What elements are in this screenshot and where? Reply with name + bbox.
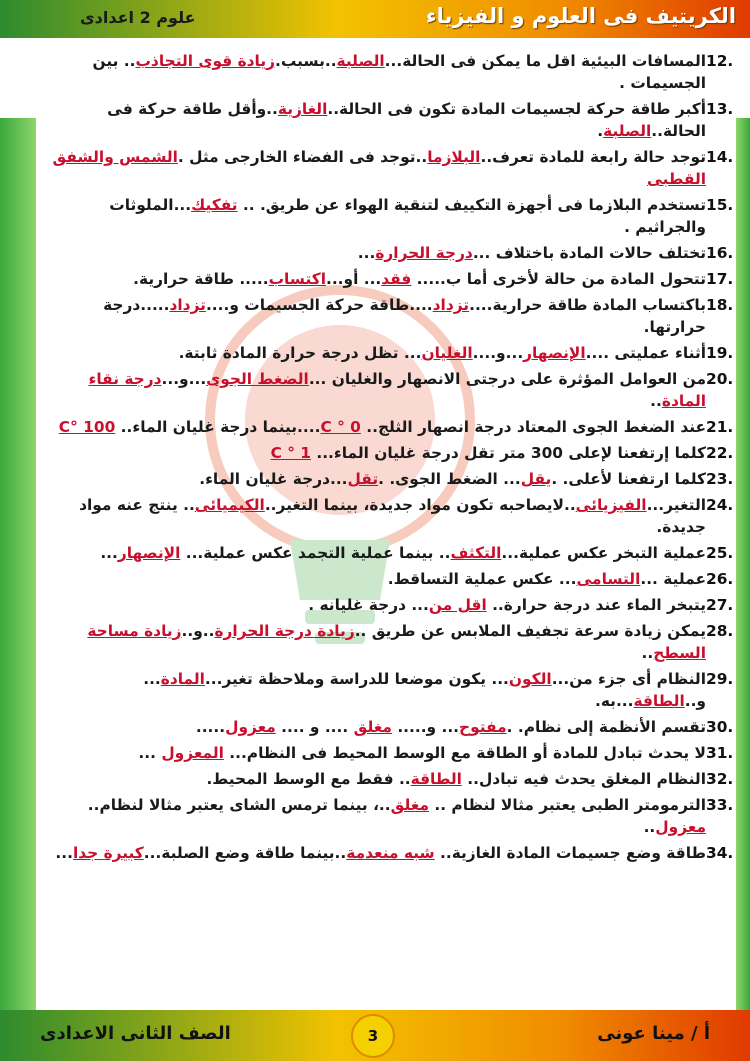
question-text (40, 716, 706, 738)
question-fragment: .. بينما عملية التجمد عكس عملية... (180, 544, 451, 562)
question-fragment: .. (650, 392, 662, 410)
answer-text: اقل من (428, 596, 487, 614)
question-item (40, 442, 738, 464)
answer-text: زيادة مساحة السطح (87, 622, 706, 662)
question-text (40, 342, 706, 364)
answer-text: معزول (655, 818, 706, 836)
question-text (40, 416, 706, 438)
question-number: 28. (706, 622, 734, 640)
question-item (40, 146, 738, 190)
question-text (40, 98, 706, 142)
teacher-name: أ / مينا عونى (597, 1023, 710, 1044)
question-fragment: ... تظل درجة حرارة المادة ثابتة. (178, 344, 422, 362)
question-fragment: .. فقط مع الوسط المحيط. (206, 770, 411, 788)
question-text (40, 294, 706, 338)
question-item (40, 842, 738, 864)
question-fragment: ... الضغط الجوى. . (378, 470, 521, 488)
question-text (40, 442, 706, 464)
question-fragment: أثناء عمليتى .... (585, 344, 706, 362)
question-item (40, 542, 738, 564)
question-item (40, 98, 738, 142)
question-number: 17. (706, 270, 734, 288)
question-fragment: .. (641, 644, 654, 662)
question-fragment: عملية التبخر عكس عملية... (501, 544, 706, 562)
answer-text: المعزول (161, 744, 224, 762)
answer-text: الكيميائى (194, 496, 265, 514)
question-number: 32. (706, 770, 734, 788)
answer-text: المادة (160, 670, 205, 688)
question-item (40, 594, 738, 616)
question-number: 30. (706, 718, 734, 736)
answer-text: 1 ° C (270, 444, 311, 462)
answer-text: تزداد (169, 296, 206, 314)
page-number: 3 (351, 1014, 395, 1058)
question-item (40, 568, 738, 590)
question-item (40, 668, 738, 712)
question-fragment: لا يحدث تبادل للمادة أو الطاقة مع الوسط المحيط فى النظام... (223, 744, 706, 762)
question-number: 34. (706, 844, 734, 862)
question-item (40, 368, 738, 412)
question-fragment: ... درجة غليانه . (308, 596, 429, 614)
question-fragment: النظام المغلق يحدث فيه تبادل.. (461, 770, 706, 788)
right-green-border (736, 118, 750, 1010)
answer-text: مفتوح (459, 718, 507, 736)
question-fragment: ....طاقة حركة الجسيمات و.... (205, 296, 433, 314)
answer-text: درجة نقاء المادة (88, 370, 706, 410)
question-item (40, 742, 738, 764)
left-green-border (0, 118, 36, 1010)
question-item (40, 620, 738, 664)
question-fragment: التغير... (646, 496, 706, 514)
question-number: 22. (706, 444, 734, 462)
questions-list (40, 50, 738, 868)
question-text (40, 594, 706, 616)
question-number: 12. (706, 52, 734, 70)
question-fragment: ..توجد فى الفضاء الخارجى مثل . (177, 148, 428, 166)
question-fragment: المسافات البيئية اقل ما يمكن فى الحالة... (384, 52, 706, 70)
question-text (40, 542, 706, 564)
question-number: 23. (706, 470, 734, 488)
answer-text: الشمس والشفق القطبى (52, 148, 706, 188)
question-text (40, 794, 706, 838)
answer-text: 100 °C (58, 418, 116, 436)
page-header (0, 0, 750, 38)
question-number: 20. (706, 370, 734, 388)
answer-text: الصلبة (603, 122, 652, 140)
answer-text: الطاقة (410, 770, 462, 788)
question-fragment: ....بينما درجة غليان الماء.. (115, 418, 321, 436)
question-text (40, 268, 706, 290)
page-footer (0, 1010, 750, 1061)
question-fragment: ... و..... (391, 718, 460, 736)
question-number: 33. (706, 796, 734, 814)
question-fragment: تتحول المادة من حالة لأخرى أما ب..... (411, 270, 706, 288)
question-number: 15. (706, 196, 734, 214)
answer-text: الفيزيائى (575, 496, 647, 514)
question-number: 27. (706, 596, 734, 614)
question-fragment: . (597, 122, 604, 140)
question-fragment: كلما ارتفعنا لأعلى. . (551, 470, 706, 488)
answer-text: تفكيك (191, 196, 238, 214)
question-fragment: ..... طاقة حرارية. (133, 270, 269, 288)
question-fragment: تقسم الأنظمة إلى نظام. . (506, 718, 706, 736)
header-title: الكريتيف فى العلوم و الفيزياء (425, 4, 736, 28)
question-fragment: ..بينما طاقة وضع الصلبة... (143, 844, 347, 862)
question-text (40, 494, 706, 538)
question-number: 31. (706, 744, 734, 762)
question-item (40, 794, 738, 838)
answer-text: التسامى (576, 570, 641, 588)
question-text (40, 620, 706, 664)
question-text (40, 842, 706, 864)
answer-text: مغلق (353, 718, 392, 736)
answer-text: فقد (381, 270, 412, 288)
question-item (40, 268, 738, 290)
question-fragment: ... يكون موضعا للدراسة وملاحظة تغير... (204, 670, 509, 688)
question-fragment: ... (100, 544, 118, 562)
question-fragment: طاقة وضع جسيمات المادة الغازية.. (434, 844, 706, 862)
answer-text: الصلبة (336, 52, 385, 70)
question-text (40, 194, 706, 238)
question-text (40, 368, 706, 412)
answer-text: التكثف (450, 544, 502, 562)
question-fragment: كلما إرتفعنا لإعلى 300 متر تقل درجة غليان الماء... (311, 444, 706, 462)
question-item (40, 416, 738, 438)
question-fragment: ... (55, 844, 73, 862)
question-text (40, 242, 706, 264)
question-fragment: من العوامل المؤثرة على درجتى الانصهار والغليان ... (308, 370, 706, 388)
answer-text: الكون (508, 670, 552, 688)
answer-text: الإنصهار (523, 344, 586, 362)
question-number: 21. (706, 418, 734, 436)
answer-text: الضغط الجوى (206, 370, 309, 388)
question-fragment: ..بسبب. (274, 52, 337, 70)
question-number: 29. (706, 670, 734, 688)
question-item (40, 716, 738, 738)
question-text (40, 50, 706, 94)
question-fragment: عند الضغط الجوى المعتاد درجة انصهار الثلج.. (360, 418, 706, 436)
question-fragment: ...و.... (472, 344, 524, 362)
answer-text: الإنصهار (117, 544, 181, 562)
answer-text: مغلق (390, 796, 429, 814)
question-fragment: ... عكس عملية التساقط. (387, 570, 577, 588)
question-fragment: ... أو... (325, 270, 382, 288)
question-fragment: ... (357, 244, 376, 262)
question-number: 13. (706, 100, 734, 118)
answer-text: شبه منعدمة (346, 844, 435, 862)
question-fragment: ...درجة غليان الماء. (199, 470, 348, 488)
answer-text: يقل (520, 470, 552, 488)
question-fragment: .. ينتج عنه مواد جديدة. (79, 496, 706, 536)
question-item (40, 242, 738, 264)
question-fragment: عملية ... (640, 570, 706, 588)
question-item (40, 194, 738, 238)
question-fragment: يتبخر الماء عند درجة حرارة.. (486, 596, 706, 614)
question-fragment: .....درجة حرارتها. (103, 296, 706, 336)
question-fragment: ..وأقل طاقة حركة فى الحالة.. (107, 100, 706, 140)
question-fragment: يمكن زيادة سرعة تجفيف الملابس عن طريق .. (354, 622, 706, 640)
answer-text: زيادة درجة الحرارة (214, 622, 355, 640)
question-number: 25. (706, 544, 734, 562)
question-fragment: النظام أى جزء من... (551, 670, 706, 688)
question-item (40, 468, 738, 490)
question-number: 14. (706, 148, 734, 166)
question-text (40, 146, 706, 190)
question-text (40, 768, 706, 790)
question-fragment: ..، بينما ترمس الشاى يعتبر مثالا لنظام.. (87, 796, 391, 814)
question-number: 16. (706, 244, 734, 262)
question-item (40, 342, 738, 364)
question-number: 18. (706, 296, 734, 314)
answer-text: البلازما (427, 148, 481, 166)
question-text (40, 468, 706, 490)
answer-text: 0 ° C (320, 418, 361, 436)
question-fragment: ...و... (161, 370, 207, 388)
question-fragment: ... و.. (143, 670, 706, 710)
question-fragment: .. (643, 818, 656, 836)
question-fragment: الترمومتر الطبى يعتبر مثالا لنظام .. (429, 796, 706, 814)
question-item (40, 294, 738, 338)
question-fragment: ...الملوثات والجراثيم . (109, 196, 706, 236)
question-item (40, 768, 738, 790)
question-text (40, 668, 706, 712)
question-text (40, 742, 706, 764)
question-fragment: .. بين الجسيمات . (92, 52, 706, 92)
answer-text: كبيرة جدا (72, 844, 144, 862)
question-fragment: .... و .... (275, 718, 354, 736)
question-number: 19. (706, 344, 734, 362)
question-fragment: أكبر طاقة حركة لجسيمات المادة تكون فى الحالة.. (327, 100, 706, 118)
answer-text: درجة الحرارة (375, 244, 473, 262)
question-item (40, 50, 738, 94)
question-fragment: ... (138, 744, 162, 762)
question-fragment: ..لايصاحبه تكون مواد جديدة، بينما التغير.. (264, 496, 576, 514)
answer-text: تقل (347, 470, 379, 488)
header-subject: علوم 2 اعدادى (80, 8, 196, 27)
question-number: 26. (706, 570, 734, 588)
answer-text: الطاقة (633, 692, 685, 710)
answer-text: اكتساب (268, 270, 326, 288)
answer-text: تزداد (432, 296, 470, 314)
question-fragment: ...به. (594, 692, 634, 710)
question-fragment: باكتساب المادة طاقة حرارية.... (469, 296, 706, 314)
grade-label: الصف الثانى الاعدادى (40, 1023, 231, 1044)
question-fragment: ..... (195, 718, 226, 736)
question-text (40, 568, 706, 590)
answer-text: معزول (225, 718, 276, 736)
answer-text: الغازية (277, 100, 328, 118)
answer-text: زيادة قوى التجاذب (135, 52, 275, 70)
question-fragment: توجد حالة رابعة للمادة تعرف.. (480, 148, 706, 166)
answer-text: الغليان (421, 344, 473, 362)
question-fragment: ..و.. (181, 622, 215, 640)
question-item (40, 494, 738, 538)
question-fragment: تستخدم البلازما فى أجهزة التكييف لتنقية الهواء عن طريق. .. (237, 196, 706, 214)
question-number: 24. (706, 496, 734, 514)
question-fragment: تختلف حالات المادة باختلاف ... (472, 244, 706, 262)
